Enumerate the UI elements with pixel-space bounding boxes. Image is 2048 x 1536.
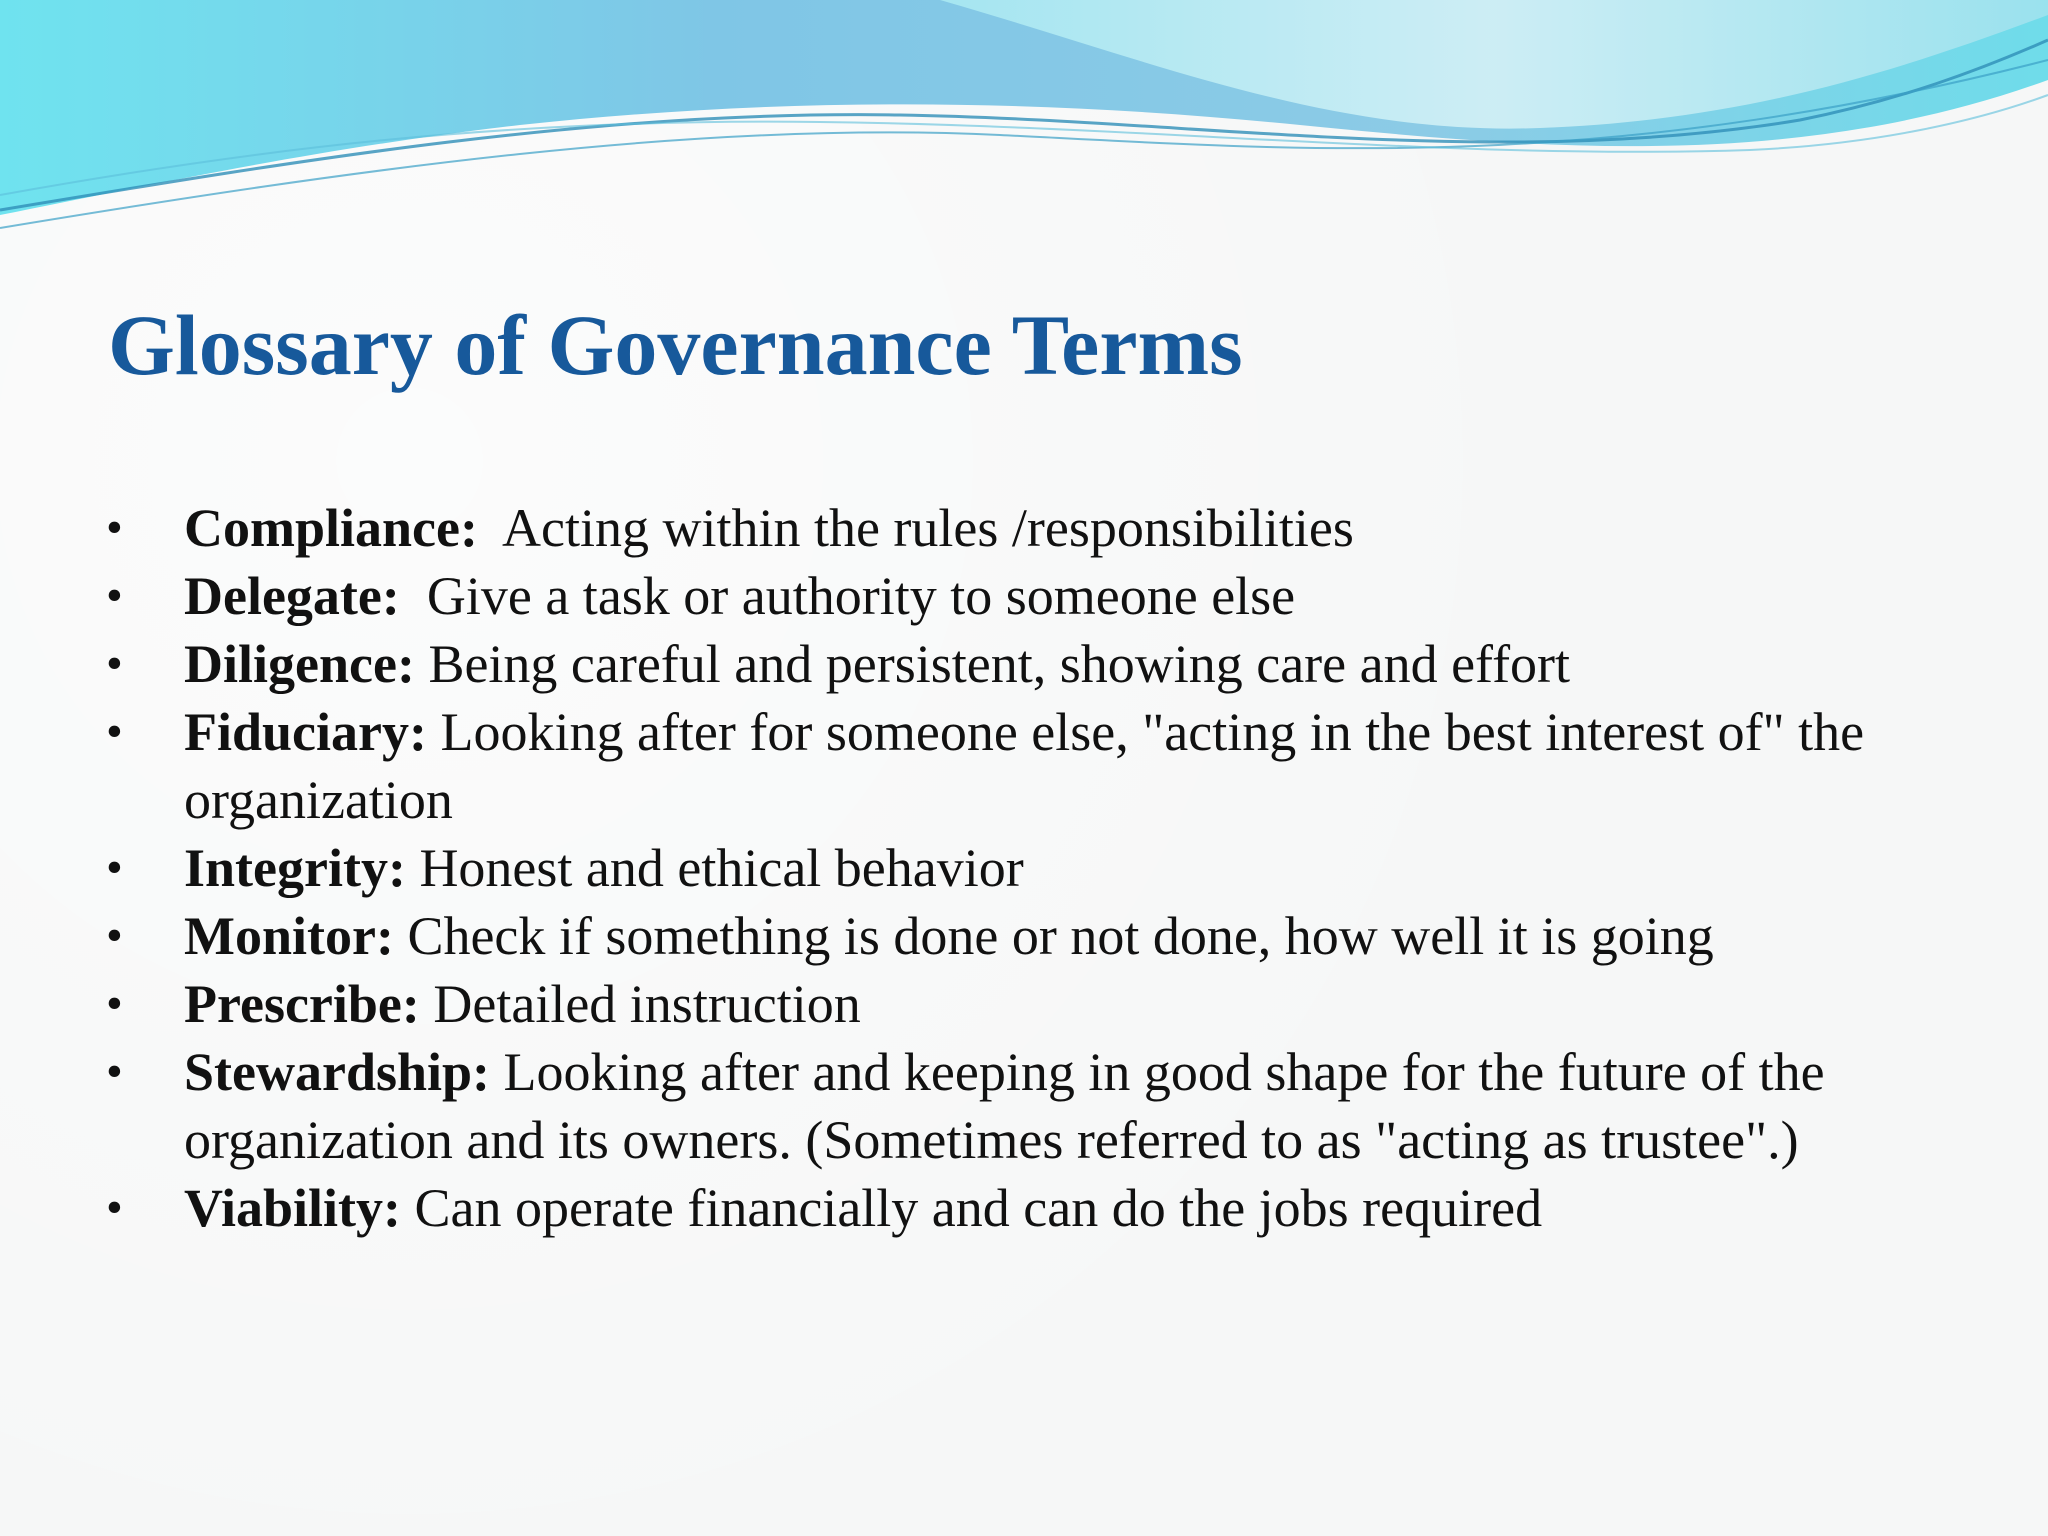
term-definition: Give a task or authority to someone else bbox=[399, 566, 1296, 626]
glossary-item-prescribe bbox=[100, 970, 1950, 1038]
term-definition: Being careful and persistent, showing care and effort bbox=[414, 634, 1571, 694]
slide-title: Glossary of Governance Terms bbox=[108, 297, 1243, 393]
term-label: Delegate: bbox=[184, 566, 400, 626]
glossary-item-delegate bbox=[100, 562, 1950, 630]
term-label: Compliance: bbox=[184, 498, 478, 558]
term-label: Prescribe: bbox=[184, 974, 420, 1034]
glossary-item-diligence bbox=[100, 630, 1950, 698]
bullet-icon: • bbox=[106, 637, 123, 690]
term-definition: Acting within the rules /responsibilities bbox=[477, 498, 1354, 558]
term-definition: Honest and ethical behavior bbox=[405, 838, 1024, 898]
bullet-icon: • bbox=[106, 1181, 123, 1234]
term-label: Stewardship: bbox=[184, 1042, 491, 1102]
term-label: Fiduciary: bbox=[184, 702, 427, 762]
bullet-icon: • bbox=[106, 569, 123, 622]
decorative-wave-banner bbox=[0, 0, 2048, 260]
term-label: Monitor: bbox=[184, 906, 394, 966]
term-definition: Looking after and keeping in good shape for the future of the organization and its owners. (Sometimes referred to as "acting as trustee".) bbox=[184, 1042, 1825, 1170]
bullet-icon: • bbox=[106, 501, 123, 554]
bullet-icon: • bbox=[106, 841, 123, 894]
term-label: Viability: bbox=[184, 1178, 402, 1238]
glossary-item-fiduciary bbox=[100, 698, 1950, 834]
term-label: Diligence: bbox=[184, 634, 415, 694]
glossary-item-monitor bbox=[100, 902, 1950, 970]
bullet-icon: • bbox=[106, 1045, 123, 1098]
term-definition: Looking after for someone else, "acting in the best interest of" the organization bbox=[184, 702, 1865, 830]
glossary-item-stewardship bbox=[100, 1038, 1950, 1174]
bullet-icon: • bbox=[106, 705, 123, 758]
term-label: Integrity: bbox=[184, 838, 406, 898]
glossary-item-viability bbox=[100, 1174, 1950, 1242]
term-definition: Check if something is done or not done, how well it is going bbox=[393, 906, 1714, 966]
glossary-item-compliance bbox=[100, 494, 1950, 562]
term-definition: Detailed instruction bbox=[419, 974, 861, 1034]
bullet-icon: • bbox=[106, 909, 123, 962]
term-definition: Can operate financially and can do the jobs required bbox=[401, 1178, 1543, 1238]
glossary-list bbox=[100, 494, 1950, 1242]
bullet-icon: • bbox=[106, 977, 123, 1030]
glossary-item-integrity bbox=[100, 834, 1950, 902]
